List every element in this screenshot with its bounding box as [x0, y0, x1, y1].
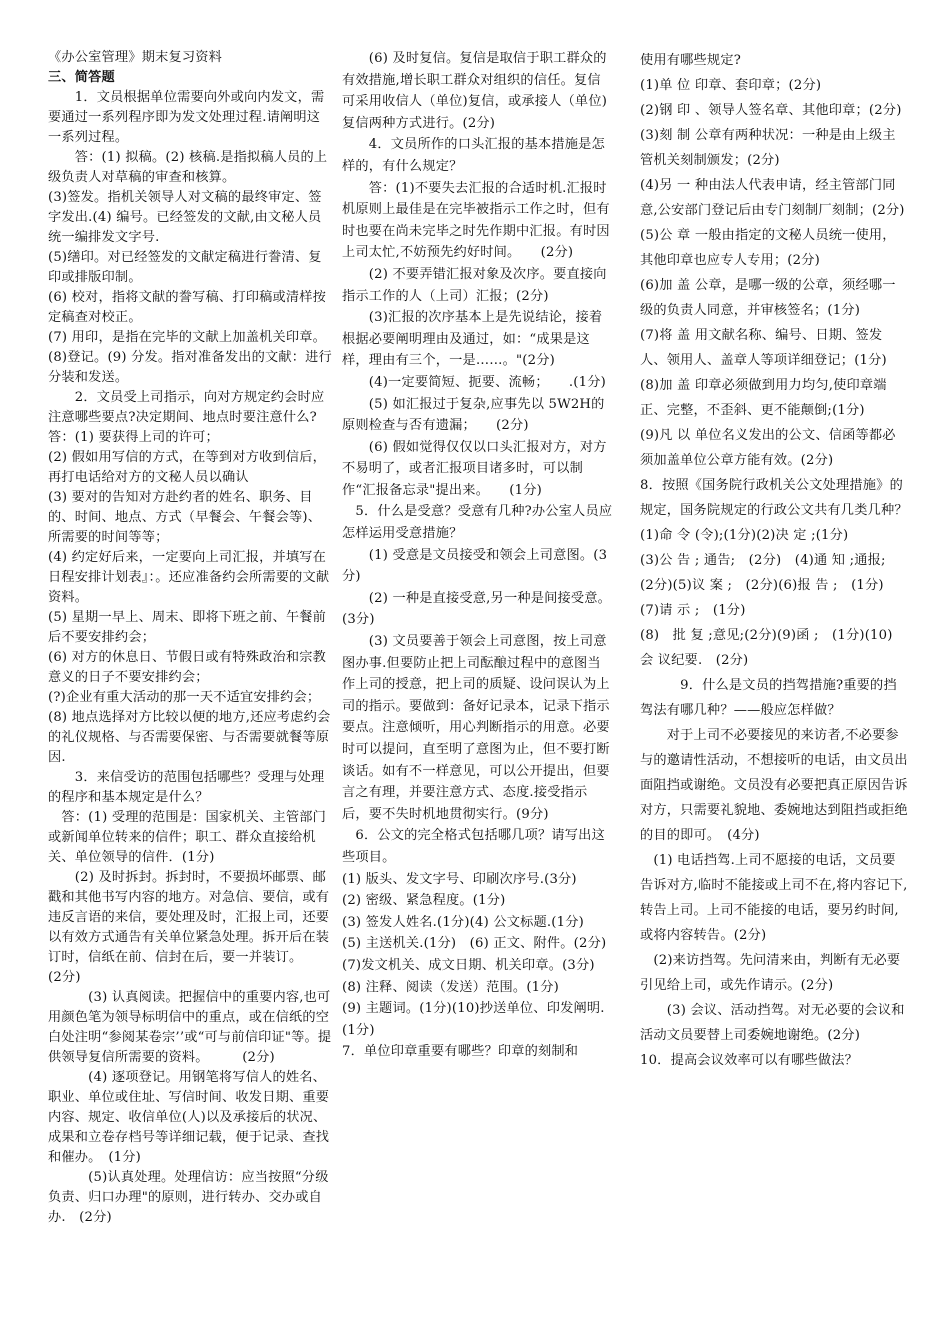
paragraph: (6)加 盖 公章，是哪一级的公章，须经哪一级的负责人同意，并审核签名；(1分) — [640, 278, 896, 318]
paragraph: (3) 签发人姓名.(1分)(4) 公文标题.(1分) (5) 主送机关.(1分) (6) 正文、附件。(2分)(7)发文机关、成文日期、机关印章。(3分)(8) 注释、阅读（发送）范围。(1分) — [342, 914, 607, 995]
paragraph: (3)签发。指机关领导人对文稿的最终审定、签字发出.(4) 编号。已经签发的文献,由文秘人员统一编排发文字号. — [48, 190, 322, 245]
paragraph: 1．文员根据单位需要向外或向内发文，需要通过一系列程序即为发文处理过程.请阐明这一系列过程。 — [48, 90, 325, 145]
paragraph: (3)汇报的次序基本上是先说结论，接着根据必要阐明理由及通过，如：“成果是这样，理由有三个，一是……。"(2分) — [342, 310, 603, 369]
paragraph: 6．公文的完全格式包括哪几项？请写出这些项目。 — [342, 828, 605, 865]
paragraph: 8．按照《国务院行政机关公文处理措施》的规定，国务院规定的行政公文共有几类几种？ — [640, 478, 908, 518]
paragraph: (7)将 盖 用文献名称、编号、日期、签发人、领用人、盖章人等项详细登记；(1分) — [640, 328, 887, 368]
paragraph: 3．来信受访的范围包括哪些？受理与处理的程序和基本规定是什么？ — [48, 770, 325, 805]
paragraph: (6) 对方的休息日、节假日或有特殊政治和宗教意义的日子不要安排约会； — [48, 650, 327, 685]
paragraph: 7．单位印章重要有哪些？印章的刻制和 — [342, 1044, 579, 1060]
paragraph: 答：(1) 要获得上司的许可； — [48, 430, 219, 445]
paragraph: 10．提高会议效率可以有哪些做法？ — [640, 1053, 858, 1068]
paragraph: 对于上司不必要接见的来访者,不必要参与的邀请性活动，不想接听的电话，由文员出面阻挡或谢绝。文员没有必要把真正原因告诉对方，只需要礼貌地、委婉地达到阻挡或拒绝的目的即可。 (4分) — [640, 728, 908, 843]
paragraph: (2) 及时拆封。拆封时，不要损坏邮票、邮戳和其他书写内容的地方。对急信、要信，或有违反言语的来信，要处理及时，汇报上司，还要以有效方式通告有关单位紧急处理。拆开后在装订时，信纸在前、信封在后，要一并装订。 (2分) — [48, 870, 330, 985]
document-title: 《办公室管理》期末复习资料 — [48, 50, 223, 65]
column-left — [48, 48, 333, 1228]
paragraph: (5) 如汇报过于复杂,应事先以 5W2H的原则检查与否有遗漏； (2分) — [342, 396, 605, 434]
paragraph: (1)单 位 印章、套印章；(2分) — [640, 78, 822, 93]
paragraph: (3)刻 制 公章有两种状况：一种是由上级主管机关刻制颁发；(2分) — [640, 128, 896, 168]
paragraph: (9)凡 以 单位名义发出的公文、信函等都必须加盖单位公章方能有效。(2分) — [640, 428, 896, 468]
paragraph: (8)登记。(9) 分发。指对准备发出的文献：进行分装和发送。 — [48, 350, 332, 385]
paragraph: 使用有哪些规定? — [640, 53, 741, 68]
paragraph: (5)缮印。对已经签发的文献定稿进行誊清、复印或排版印制。 — [48, 250, 322, 285]
paragraph: 2．文员受上司指示，向对方规定约会时应注意哪些要点?决定期间、地点时要注意什么? — [48, 390, 325, 425]
paragraph: (3) 文员要善于领会上司意图，按上司意图办事.但要防止把上司酝酿过程中的意图当作上司的授意，把上司的质疑、设问误认为上司的指示。要做到：备好记录本，记录下指示要点。注意倾听，用心判断指示的用意。必要时可以提问，直至明了意图为止，但不要打断谈话。如有不一样意见，可以公开提出，但要言之有理，并要注意方式、态度.接受指示后，要不失时机地贯彻实行。(9分) — [342, 634, 610, 822]
paragraph: (8) 地点选择对方比较以便的地方,还应考虑约会的礼仪规格、与否需要保密、与否需要就餐等原因. — [48, 710, 331, 765]
paragraph: (1) 受意是文员接受和领会上司意图。(3分) — [342, 547, 608, 585]
paragraph: (4) 逐项登记。用钢笔将写信人的姓名、职业、单位或住址、写信时间、收发日期、重要内容、规定、收信单位(人)以及承接后的状况、成果和立卷存档号等详细记载，便于记录、查找和催办。 (1分) — [48, 1070, 330, 1165]
paragraph: (1) 版头、发文字号、印刷次序号.(3分) — [342, 871, 577, 887]
paragraph: (6) 及时复信。复信是取信于职工群众的有效措施,增长职工群众对组织的信任。复信可采用收信人（单位)复信，或承接人（单位)复信两种方式进行。(2分) — [342, 51, 608, 131]
paragraph: (2)钢 印 、领导人签名章、其他印章；(2分) — [640, 103, 902, 118]
paragraph: (1) 电话挡驾.上司不愿接的电话，文员要告诉对方,临时不能接或上司不在,将内容记下,转告上司。上司不能接的电话，要另约时间,或将内容转告。(2分) — [640, 853, 908, 943]
paragraph: (4)一定要简短、扼要、流畅； .(1分) — [342, 374, 606, 390]
paragraph: (4) 约定好后来，一定要向上司汇报，并填写在日程安排计划表』：。还应准备约会所需要的文献资料。 — [48, 550, 330, 605]
paragraph: (2) 密级、紧急程度。(1分) — [342, 893, 506, 909]
column-right — [640, 48, 908, 1073]
paragraph: (3)公 告 ; 通告; (2分) (4)通 知 ;通报; (2分)(5)议 案 ; (2分)(6)报 告 ; (1分) (7)请 示 ; (1分) — [640, 553, 900, 618]
paragraph: (8)加 盖 印章必须做到用力均匀,使印章端正、完整，不歪斜、更不能颠倒;(1分) — [640, 378, 887, 418]
paragraph: (5)认真处理。处理信访：应当按照“分级负责、归口办理"的原则，进行转办、交办或自办. (2分) — [48, 1170, 329, 1225]
paragraph: (6) 校对，指将文献的誊写稿、打印稿或清样按定稿查对校正。 — [48, 290, 327, 325]
paragraph: 答：(1) 受理的范围是：国家机关、主管部门或新闻单位转来的信件；职工、群众直接给机关、单位领导的信件．(1分) — [48, 810, 327, 865]
paragraph: 9．什么是文员的挡驾措施?重要的挡驾法有哪几种？——般应怎样做？ — [640, 678, 897, 718]
paragraph: (2) 不要弄错汇报对象及次序。要直接向指示工作的人（上司）汇报；(2分) — [342, 266, 607, 304]
paragraph: 5．什么是受意？受意有几种?办公室人员应怎样运用受意措施？ — [342, 504, 613, 542]
paragraph: (2) 假如用写信的方式，在等到对方收到信后，再打电话给对方的文秘人员以确认 — [48, 450, 327, 485]
paragraph: (3) 认真阅读。把握信中的重要内容,也可用颜色笔为领导标明信中的重点，或在信纸的空白处注明“参阅某卷宗’’或“可与前信印证"等。提供领导复信所需要的资料。 (2分) — [48, 990, 332, 1065]
paragraph: (8) 批 复 ;意见;(2分)(9)函 ; (1分)(10) 会 议纪要. (2分) — [640, 628, 906, 668]
paragraph: (?)企业有重大活动的那一天不适宜安排约会； — [48, 690, 321, 705]
column-middle — [342, 48, 614, 1063]
paragraph: 答：(1)不要失去汇报的合适时机.汇报时机原则上最佳是在完毕被指示工作之时，但有时也要在尚未完毕之时先作期中汇报。有时因上司太忙,不妨预先约好时间。 (2分) — [342, 180, 610, 261]
paragraph: (7) 用印，是指在完毕的文献上加盖机关印章。 — [48, 330, 327, 345]
paragraph: 4．文员所作的口头汇报的基本措施是怎样的，有什么规定？ — [342, 137, 605, 174]
paragraph: (6) 假如觉得仅仅以口头汇报对方，对方不易明了，或者汇报项目诸多时，可以制作“汇报备忘录"提出来。 (1分) — [342, 439, 607, 498]
paragraph: (5) 星期一早上、周末、即将下班之前、午餐前后不要安排约会； — [48, 610, 327, 645]
paragraph: (3) 会议、活动挡驾。对无必要的会议和活动文员要替上司委婉地谢绝。(2分) — [640, 1003, 905, 1043]
section-heading: 三、简答题 — [48, 70, 115, 85]
paragraph: (1)命 令 (令);(1分)(2)决 定 ;(1分) — [640, 528, 849, 543]
paragraph: (4)另 一 种由法人代表申请，经主管部门同意,公安部门登记后由专门刻制厂刻制；(2分) — [640, 178, 905, 218]
paragraph: (9) 主题词。(1分)(10)抄送单位、印发阐明.(1分) — [342, 1001, 605, 1038]
paragraph: (2)来访挡驾。先问清来由，判断有无必要引见给上司，或先作请示。(2分) — [640, 953, 901, 993]
paragraph: (3) 要对的告知对方赴约者的姓名、职务、目的、时间、地点、方式（早餐会、午餐会等)、所需要的时间等等； — [48, 490, 322, 545]
paragraph: 答：(1) 拟稿。(2) 核稿.是指拟稿人员的上级负责人对草稿的审查和核算。 — [48, 150, 328, 185]
paragraph: (2) 一种是直接受意,另一种是间接受意。(3分) — [342, 590, 612, 628]
paragraph: (5)公 章 一般由指定的文秘人员统一使用，其他印章也应专人专用；(2分) — [640, 228, 896, 268]
